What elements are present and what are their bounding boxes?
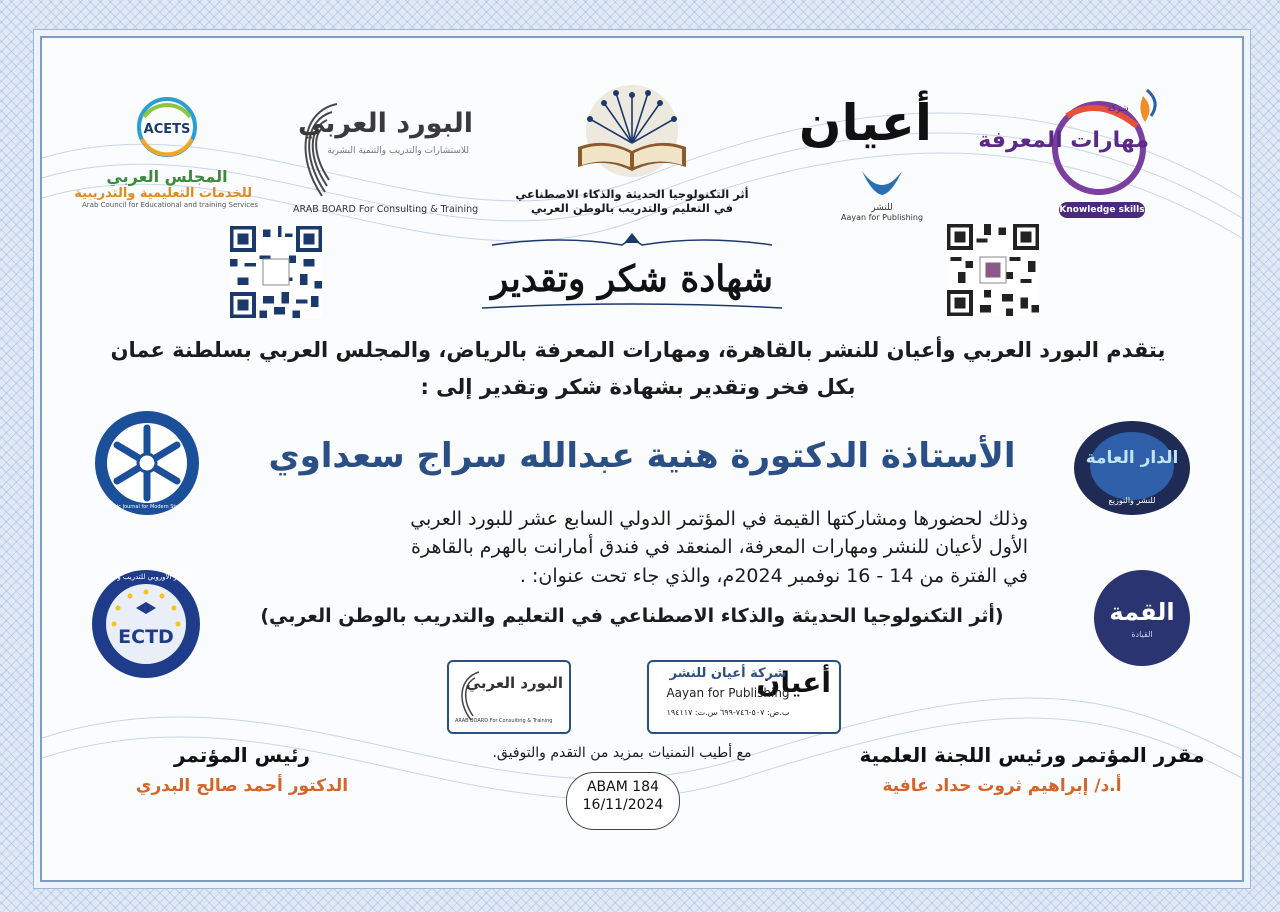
- certificate-frame: [40, 36, 1244, 882]
- body-line-2: الأول لأعيان للنشر ومهارات المعرفة، المنعقد في فندق أمارانت بالهرم بالقاهرة: [411, 536, 1028, 558]
- arab-board-stamp: [447, 660, 571, 734]
- aayan-hand-icon: [832, 163, 932, 203]
- serial-code: ABAM 184: [586, 779, 659, 795]
- aayan-subtitle: للنشر: [871, 203, 893, 213]
- signature-left-title: رئيس المؤتمر: [173, 743, 311, 767]
- acets-subtitle: للخدمات التعليمية والتدريبية: [74, 186, 252, 201]
- recipient-name: الأستاذة الدكتورة هنية عبدالله سراج سعداوي: [268, 436, 1016, 476]
- serial-badge: [566, 772, 680, 830]
- ectd-abbr: ECTD: [118, 626, 174, 648]
- conference-logo-line2: في التعليم والتدريب بالوطن العربي: [530, 201, 734, 215]
- intro-line-1: يتقدم البورد العربي وأعيان للنشر بالقاهرة، ومهارات المعرفة بالرياض، والمجلس العربي بسلطنة عمان: [110, 338, 1166, 362]
- qimma-subtitle: القيادة: [1131, 630, 1153, 639]
- acets-english: Arab Council for Educational and training Services: [82, 201, 259, 209]
- stamp-arab-board-english: ARAB BOARD For Consulting & Training: [455, 718, 553, 724]
- qimma-name: القمة: [1109, 598, 1175, 626]
- stamp-aayan-info: ب.ض: ٥٠٧-٧٤٦-٦٩٩ س.ت: ١٩٤١١٧: [666, 708, 790, 717]
- qimma-emblem: [1092, 568, 1192, 668]
- acets-logo: [74, 93, 259, 223]
- signature-left-name: الدكتور أحمد صالح البدري: [135, 776, 349, 796]
- qr-code-right[interactable]: [947, 224, 1039, 316]
- arab-board-logo: [287, 96, 477, 221]
- dar-emblem: [1072, 418, 1192, 518]
- stamp-arab-board-name: البورد العربي: [465, 674, 563, 692]
- stamp-aayan-mark: أعيان: [756, 666, 831, 699]
- title-underline: [482, 302, 782, 314]
- arab-board-name: البورد العربي: [297, 108, 473, 139]
- arab-board-english: ARAB BOARD For Consulting & Training: [293, 204, 479, 215]
- aayan-calligraphy: أعيان: [798, 94, 932, 152]
- body-line-3: في الفترة من 14 - 16 نوفمبر 2024م، والذي جاء تحت عنوان: .: [519, 565, 1028, 587]
- ectd-ring-text: المركز الأوروبي للتدريب والتنمية: [99, 573, 193, 581]
- knowledge-prefix: شركة: [1107, 104, 1129, 114]
- acets-abbr: ACETS: [143, 122, 191, 137]
- title-ornament: [472, 233, 792, 253]
- qr-code-icon: [230, 226, 322, 318]
- qr-code-icon: [947, 224, 1039, 316]
- stamp-aayan-name: شركة أعيان للنشر: [669, 666, 787, 681]
- ectd-badge-icon: [90, 568, 202, 680]
- knowledge-skills-logo: [978, 86, 1167, 226]
- aayan-stamp: [647, 660, 841, 734]
- intro-line-2: بكل فخر وتقدير بشهادة شكر وتقدير إلى :: [420, 375, 856, 399]
- knowledge-name: مهارات المعرفة: [978, 128, 1149, 153]
- conference-logo-line1: أثر التكنولوجيا الحديثة والذكاء الاصطناعي: [515, 187, 749, 201]
- stamp-aayan-english: Aayan for Publishing: [666, 686, 790, 700]
- dar-ring-text: للنشر والتوزيع: [1108, 496, 1156, 505]
- dar-name: الدار العامة: [1085, 448, 1179, 468]
- signature-right-name: أ.د/ إبراهيم ثروت حداد عافية: [882, 776, 1122, 796]
- acets-name: المجلس العربي: [106, 167, 228, 186]
- conference-title: (أثر التكنولوجيا الحديثة والذكاء الاصطناعي في التعليم والتدريب بالوطن العربي): [260, 605, 1004, 627]
- serial-date: 16/11/2024: [582, 797, 664, 813]
- book-circuit-icon: [512, 83, 752, 183]
- qr-code-left[interactable]: [230, 226, 322, 318]
- knowledge-english: Knowledge skills: [1059, 202, 1145, 218]
- signature-right-title: مقرر المؤتمر ورئيس اللجنة العلمية: [859, 743, 1205, 767]
- snowflake-emblem: [92, 408, 202, 518]
- arab-board-subtitle: للاستشارات والتدريب والتنمية البشرية: [327, 146, 469, 156]
- snowflake-ring-text: Arabic Journal for Modern Studies: [105, 504, 189, 510]
- aayan-logo: [798, 83, 932, 238]
- conference-logo: [512, 83, 752, 223]
- snowflake-icon: [92, 408, 202, 518]
- certificate-title: شهادة شكر وتقدير: [491, 258, 773, 300]
- wishes-text: مع أطيب التمنيات بمزيد من التقدم والتوفيق.: [492, 745, 752, 761]
- ectd-emblem: [90, 568, 202, 680]
- aayan-english: Aayan for Publishing: [840, 213, 924, 222]
- body-line-1: وذلك لحضورها ومشاركتها القيمة في المؤتمر الدولي السابع عشر للبورد العربي: [410, 508, 1028, 530]
